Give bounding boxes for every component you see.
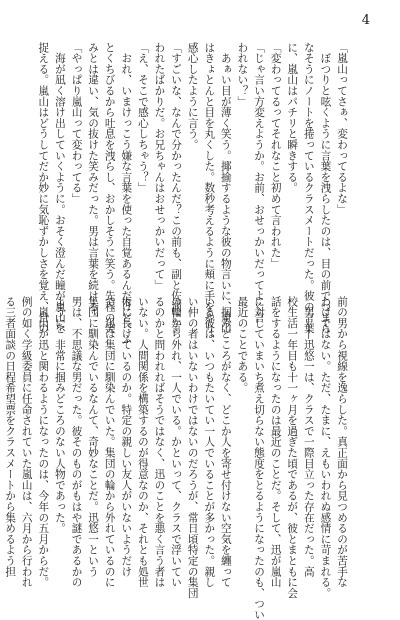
page-number: 4 <box>361 13 370 28</box>
text-line: 男――迅悠一は、クラスで一際目立った存在だった。高 <box>302 296 315 577</box>
text-line: 感心したように言う。 <box>186 42 199 150</box>
text-line: 最近のことである。 <box>236 296 249 394</box>
text-line: 集団に馴染んでいるなんて、奇妙なことだ。迅悠一という <box>87 296 100 577</box>
text-line: に対していまいち煮え切らない態度をとるようになったのも、つい <box>253 296 266 620</box>
text-line: 掴みどころがなく、どこか人を寄せ付けない空気を纏って <box>219 296 232 588</box>
text-line: われない？」 <box>236 42 249 107</box>
text-line: い仲の者はいないわけではないのだろうが、常日頃特定の集団 <box>186 296 199 599</box>
text-line: わけではない。ただ、たまに、えもいわれぬ感情に苛まれる。 <box>319 296 332 599</box>
text-line: とくちびるから吐息を洩らし、おかしそうに笑う。先程の笑 <box>103 42 116 334</box>
text-line: る三者面談の日程希望票をクラスメートから集めるよう担 <box>4 296 17 577</box>
text-line: 男は、不思議な男だった。彼そのものがもはや謎であるかの <box>70 296 83 588</box>
text-line: で、迅は集団に馴染んでいた。集団の輪から外れているのに <box>103 296 116 588</box>
text-line: 嵐山が迅と関わるようになったのは、今年の五月からだ。 <box>37 296 50 588</box>
text-line: 「え、そこで感心しちゃう？」 <box>136 42 149 194</box>
text-line: 術に長けているのか。特定の親しい友人がいないようだけ <box>120 296 133 577</box>
text-line: 話をするようになったのは最近のことだ。そして、迅が嵐山 <box>269 296 282 588</box>
text-line: ぼつりと呟くように言葉を洩らしたのは、目の前でつまら <box>319 42 332 334</box>
text-line: あぁい目が薄く笑う。揶揄するような彼の物言いに、嵐山 <box>219 42 232 334</box>
text-line: みとは違い、気の抜けた笑みだった。男は言葉を続ける。 <box>87 42 100 323</box>
text-line: るのかと問われればそうではなく、迅のことを悪く言う者は <box>153 296 166 588</box>
text-line: 「変わってるってそれなこと初めて言われた」 <box>269 42 282 269</box>
text-line: 例の如く学級委員に任命されていた嵐山は、六月から行われ <box>20 296 33 588</box>
text-line: に、嵐山はパチリと瞬きする。 <box>286 42 299 194</box>
text-line: 「嵐山ってさぁ、変わってるよな」 <box>336 42 348 215</box>
text-line: はきょとんと目を丸くした。数秒考えるように頬に手をやり、 <box>203 42 216 345</box>
text-line: の輪から外れ、一人でいる。かといって、クラスで浮いてい <box>170 296 183 588</box>
text-line: われたばかりだ。お兄ちゃんはおせっかいだって」 <box>153 42 166 291</box>
text-line: 海が凪く溶け出していくように。おそく澄んだ瞳が嵐山を <box>53 42 66 334</box>
text-line: おれ、いまけっこう嫌な言葉を使った自覚あるんだけど。ふ <box>120 42 133 345</box>
text-line: 前の男から視線を逸らした。真正面から見つめるのが苦手な <box>336 296 348 588</box>
text-line: いる彼は、いつもたいてい一人でいることが多かった。親し <box>203 296 216 588</box>
text-line <box>0 296 2 536</box>
text-line: 校生活一年目も十一ヶ月を過ぎた頃であるが、彼とまともに会 <box>286 296 299 599</box>
text-line: 「じゃ言い方変えようか。お前、おせっかいだってよく言 <box>253 42 266 323</box>
text-line: 「やっぱり嵐山って変わってる」 <box>70 42 83 204</box>
text-line: 「すごいな、なんで分かったんだ？この前も、副と佐浦に言 <box>170 42 183 334</box>
text-line: なそうにノートを捲っているクラスメートだった。彼の言葉 <box>302 42 315 334</box>
text-line: 捉える。嵐山はどうしてだか妙に気恥ずかしさを覚え、目の <box>37 42 50 334</box>
text-line: いない。人間関係を構築するのが得意なのか、それとも処世 <box>136 296 149 588</box>
text-block-lower <box>4 296 350 620</box>
text-line: ように、非常に掴みどころのない人物であった。 <box>53 296 66 534</box>
